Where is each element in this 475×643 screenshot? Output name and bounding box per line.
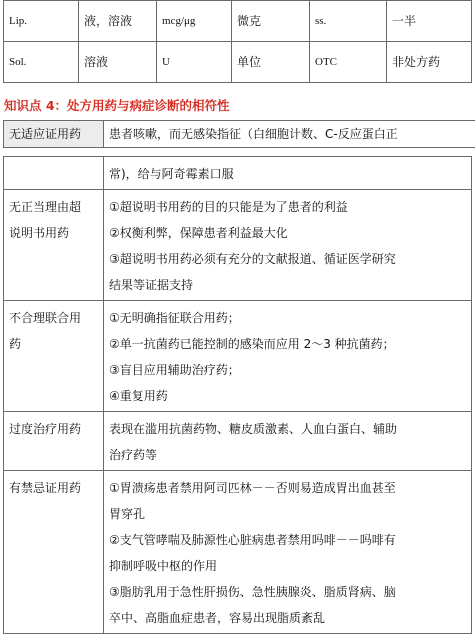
label-line: 药 xyxy=(9,337,22,351)
content-line: ②支气管哮喘及肺源性心脏病患者禁用吗啡－－吗啡有 xyxy=(109,533,396,547)
abbreviation-cell: mcg/μg xyxy=(157,1,232,42)
row-label xyxy=(4,190,104,301)
label-line: 过度治疗用药 xyxy=(9,422,82,436)
meaning-cell: 溶液 xyxy=(79,42,157,83)
table-row xyxy=(4,190,472,301)
table-row xyxy=(4,42,472,83)
prescription-review-table xyxy=(3,156,472,634)
content-line: 胃穿孔 xyxy=(109,507,146,521)
table-row xyxy=(4,301,472,412)
table-row xyxy=(4,471,472,634)
row-label xyxy=(4,301,104,412)
abbreviation-cell: ss. xyxy=(310,1,387,42)
abbreviation-cell: OTC xyxy=(310,42,387,83)
row-content xyxy=(104,190,472,301)
meaning-cell: 单位 xyxy=(232,42,310,83)
label-line: 无正当理由超 xyxy=(9,200,82,214)
content-line: 结果等证据支持 xyxy=(109,278,194,292)
meaning-cell: 一半 xyxy=(387,1,472,42)
abbreviation-table xyxy=(3,0,472,83)
content-line: ④重复用药 xyxy=(109,389,168,403)
content-line: 抑制呼吸中枢的作用 xyxy=(109,559,218,573)
meaning-cell: 微克 xyxy=(232,1,310,42)
row-label xyxy=(4,471,104,634)
content-line: ③盲目应用辅助治疗药； xyxy=(109,363,240,377)
content-line: ②单一抗菌药已能控制的感染而应用 2～3 种抗菌药； xyxy=(109,337,395,351)
table-row xyxy=(4,1,472,42)
abbreviation-cell: Sol. xyxy=(4,42,79,83)
row-label xyxy=(4,157,104,190)
row-content xyxy=(104,301,472,412)
table-row xyxy=(4,412,472,471)
table-row xyxy=(4,157,472,190)
abbreviation-cell: U xyxy=(157,42,232,83)
content-line: ③超说明书用药必须有充分的文献报道、循证医学研究 xyxy=(109,252,396,266)
abbreviation-cell: Lip. xyxy=(4,1,79,42)
row-content xyxy=(104,157,472,190)
meaning-cell: 液，溶液 xyxy=(79,1,157,42)
row-label: 无适应证用药 xyxy=(4,121,104,148)
meaning-cell: 非处方药 xyxy=(387,42,472,83)
indication-table xyxy=(3,120,475,148)
row-label xyxy=(4,412,104,471)
label-line: 有禁忌证用药 xyxy=(9,481,82,495)
content-line: 表现在滥用抗菌药物、糖皮质激素、人血白蛋白、辅助 xyxy=(109,422,398,436)
label-line: 不合理联合用 xyxy=(9,311,82,325)
content-line: ③脂肪乳用于急性肝损伤、急性胰腺炎、脂质肾病、脑 xyxy=(109,585,396,599)
content-line: ①超说明书用药的目的只能是为了患者的利益 xyxy=(109,200,348,214)
content-line: ①无明确指征联合用药； xyxy=(109,311,240,325)
table-row xyxy=(4,121,475,148)
content-line: ②权衡利弊，保障患者利益最大化 xyxy=(109,226,288,240)
row-content xyxy=(104,471,472,634)
row-content xyxy=(104,412,472,471)
content-line: 治疗药等 xyxy=(109,448,158,462)
content-line: ①胃溃疡患者禁用阿司匹林－－否则易造成胃出血甚至 xyxy=(109,481,396,495)
row-content: 患者咳嗽，而无感染指征（白细胞计数、C-反应蛋白正 xyxy=(104,121,475,148)
label-line: 说明书用药 xyxy=(9,226,70,240)
section-title: 知识点 4：处方用药与病症诊断的相符性 xyxy=(4,98,230,113)
content-line: 卒中、高脂血症患者，容易出现脂质紊乱 xyxy=(109,611,326,625)
content-line: 常)，给与阿奇霉素口服 xyxy=(109,167,234,181)
